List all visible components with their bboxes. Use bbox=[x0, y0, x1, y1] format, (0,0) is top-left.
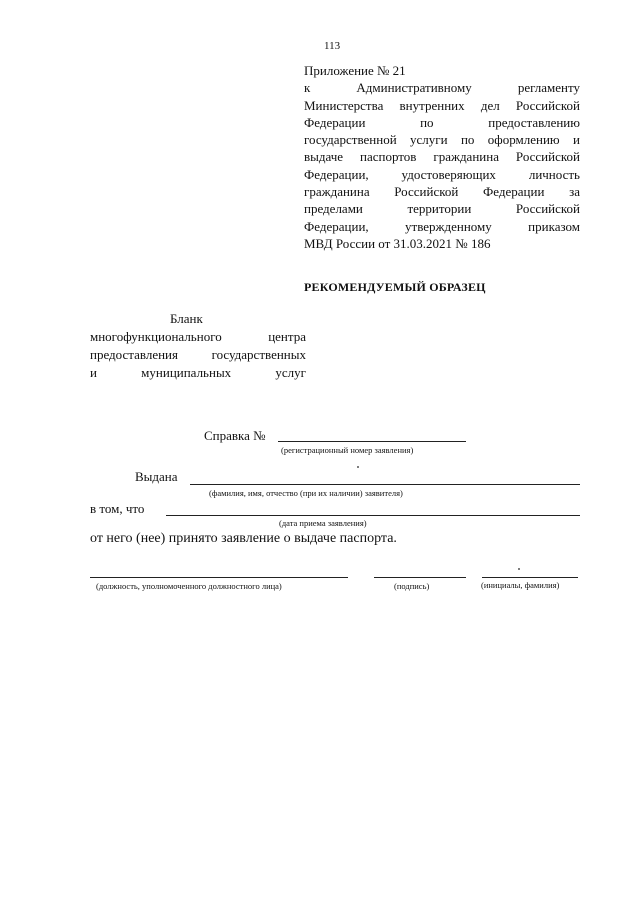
appendix-word: Российской bbox=[515, 97, 580, 113]
appendix-line bbox=[304, 148, 580, 165]
appendix-word: пределами bbox=[304, 201, 363, 217]
certificate-number-caption: (регистрационный номер заявления) bbox=[281, 445, 414, 455]
appendix-word: паспортов bbox=[359, 149, 417, 165]
appendix-word: приказом bbox=[528, 218, 580, 234]
blank-line bbox=[90, 346, 306, 364]
initials-surname-field[interactable] bbox=[482, 563, 578, 578]
appendix-word: регламенту bbox=[517, 80, 580, 96]
blank-title: Бланк bbox=[170, 311, 203, 326]
appendix-word: предоставлению bbox=[488, 114, 580, 130]
appendix-word: дел bbox=[480, 97, 500, 113]
appendix-line bbox=[304, 131, 580, 148]
appendix-line bbox=[304, 200, 580, 217]
appendix-word: услуги bbox=[410, 132, 448, 148]
certificate-label: Справка № bbox=[204, 428, 266, 443]
appendix-word: Российской bbox=[394, 184, 459, 200]
in-that-label: в том, что bbox=[90, 501, 145, 516]
appendix-line bbox=[304, 166, 580, 183]
appendix-word: Министерства bbox=[304, 97, 384, 113]
appendix-line bbox=[304, 218, 580, 235]
application-date-caption: (дата приема заявления) bbox=[279, 518, 367, 528]
application-date-field[interactable] bbox=[166, 499, 580, 516]
signature-caption: (подпись) bbox=[394, 581, 430, 591]
appendix-word: гражданина bbox=[433, 149, 499, 165]
appendix-word: к bbox=[304, 80, 311, 96]
signature-field[interactable] bbox=[374, 563, 466, 578]
appendix-word: Федерации, bbox=[304, 218, 369, 234]
page-number: 113 bbox=[324, 40, 341, 52]
applicant-name-caption: (фамилия, имя, отчество (при их наличии) заявителя) bbox=[209, 488, 403, 498]
blank-block bbox=[90, 310, 306, 382]
appendix-line bbox=[304, 97, 580, 114]
blank-line bbox=[90, 328, 306, 346]
appendix-word: личность bbox=[528, 166, 580, 182]
appendix-word: по bbox=[460, 132, 475, 148]
appendix-word: и bbox=[573, 132, 580, 148]
appendix-word: государственной bbox=[304, 132, 397, 148]
appendix-line bbox=[304, 79, 580, 96]
blank-word: центра bbox=[268, 329, 306, 344]
appendix-line bbox=[304, 183, 580, 200]
blank-word: услуг bbox=[275, 365, 306, 380]
appendix-word: гражданина bbox=[304, 184, 370, 200]
statement-text: от него (нее) принято заявление о выдаче паспорта. bbox=[90, 531, 397, 546]
appendix-word: утвержденному bbox=[405, 218, 492, 234]
appendix-word: МВД России от 31.03.2021 № 186 bbox=[304, 235, 491, 251]
blank-word: и bbox=[90, 365, 97, 380]
appendix-word: Административному bbox=[356, 80, 472, 96]
appendix-line bbox=[304, 235, 580, 252]
blank-word: предоставления bbox=[90, 347, 178, 362]
blank-word: государственных bbox=[211, 347, 306, 362]
applicant-name-field[interactable] bbox=[190, 468, 580, 485]
appendix-word: за bbox=[569, 184, 580, 200]
certificate-number-field[interactable] bbox=[278, 426, 466, 442]
appendix-word: Приложение № 21 bbox=[304, 63, 406, 78]
appendix-word: Федерации bbox=[483, 184, 545, 200]
appendix-word: выдаче bbox=[304, 149, 344, 165]
blank-word: муниципальных bbox=[141, 365, 232, 380]
appendix-word: Федерации, bbox=[304, 166, 369, 182]
appendix-word: Российской bbox=[515, 149, 580, 165]
blank-word: многофункционального bbox=[90, 329, 222, 344]
appendix-line bbox=[304, 114, 580, 131]
appendix-word: территории bbox=[407, 201, 472, 217]
official-position-caption: (должность, уполномоченного должностного лица) bbox=[96, 581, 282, 591]
appendix-word: удостоверяющих bbox=[401, 166, 496, 182]
appendix-line bbox=[304, 62, 580, 79]
sample-heading: РЕКОМЕНДУЕМЫЙ ОБРАЗЕЦ bbox=[304, 280, 486, 294]
initials-surname-caption: (инициалы, фамилия) bbox=[481, 580, 560, 590]
appendix-word: Федерации bbox=[304, 114, 366, 130]
appendix-header bbox=[304, 62, 580, 252]
appendix-word: внутренних bbox=[399, 97, 465, 113]
appendix-word: Российской bbox=[515, 201, 580, 217]
appendix-word: оформлению bbox=[487, 132, 560, 148]
issued-label: Выдана bbox=[135, 469, 178, 484]
official-position-field[interactable] bbox=[90, 563, 348, 578]
appendix-word: по bbox=[420, 114, 434, 130]
blank-line bbox=[90, 364, 306, 382]
